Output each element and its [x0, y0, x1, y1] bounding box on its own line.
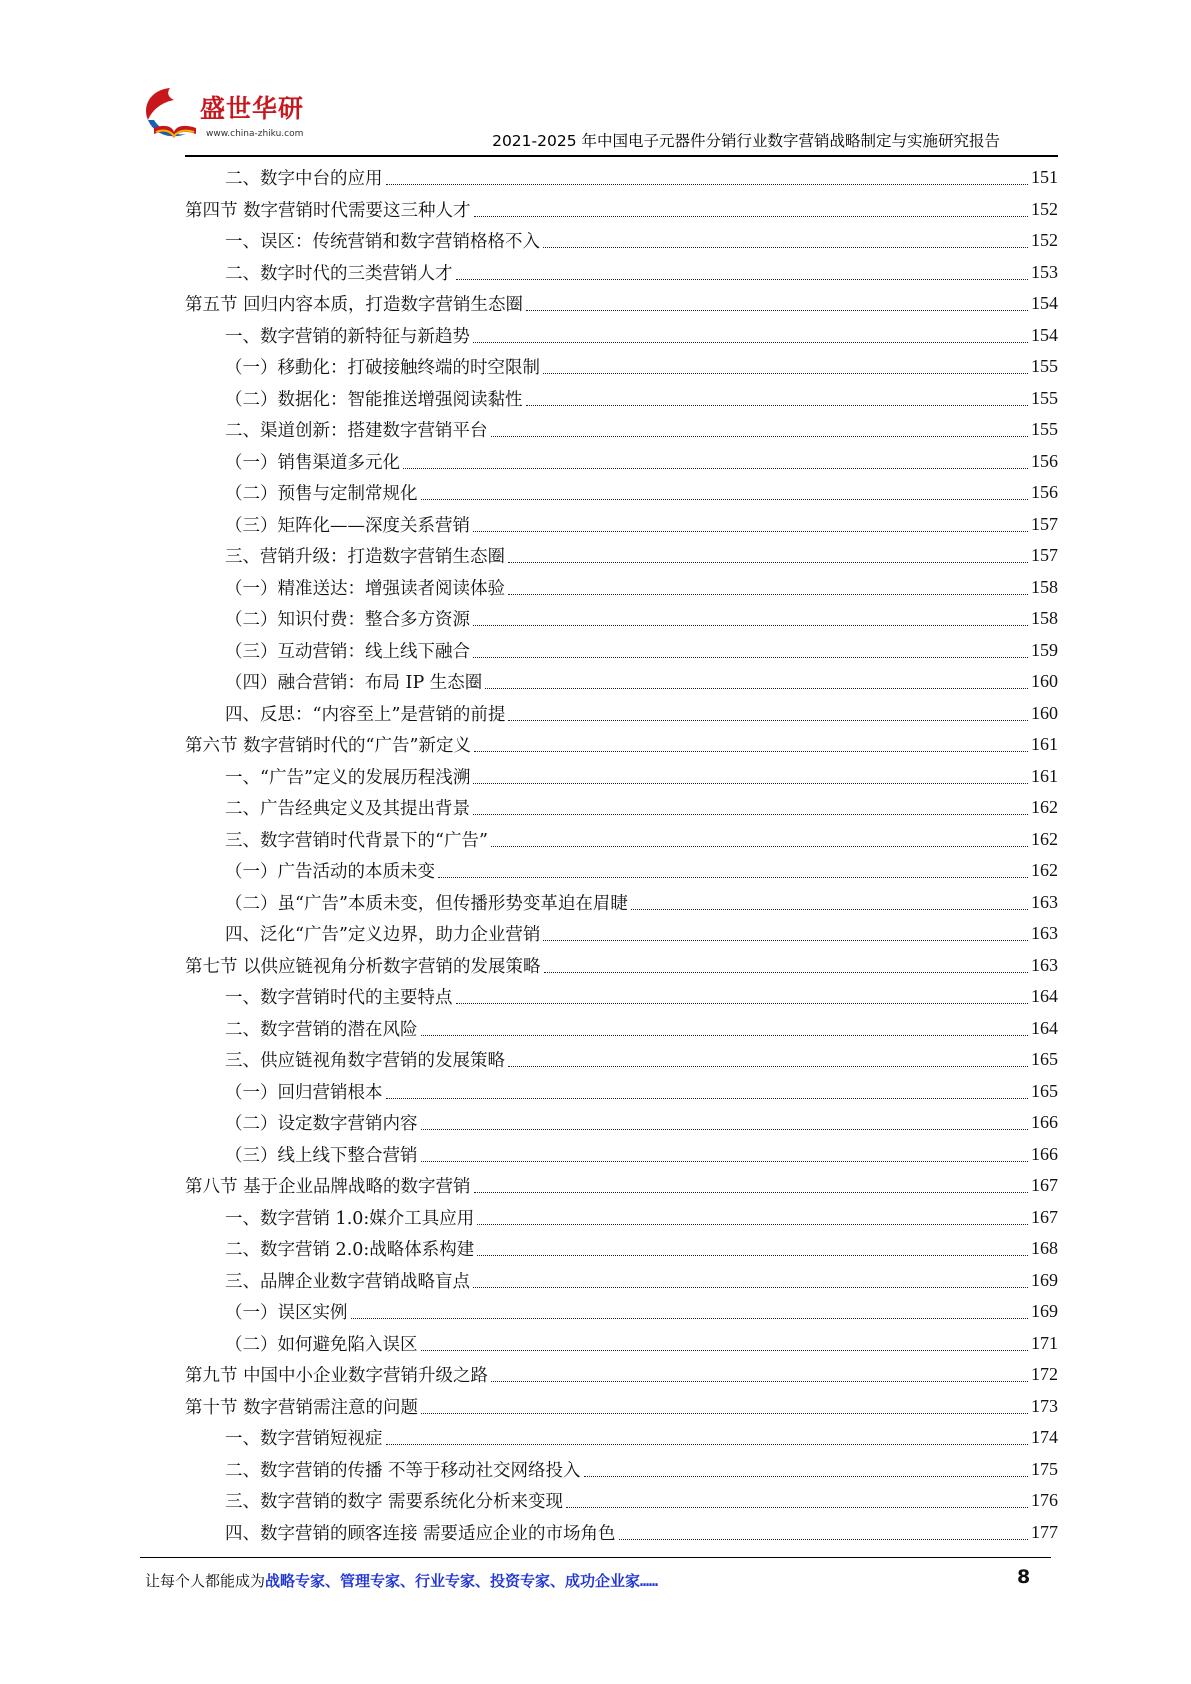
toc-dot-leader: [421, 1350, 1029, 1351]
toc-entry-title: 二、渠道创新：搭建数字营销平台: [225, 421, 488, 442]
toc-entry-page: 163: [1031, 923, 1058, 944]
toc-entry-title: 四、反思：“内容至上”是营销的前提: [225, 704, 506, 725]
toc-entry-title: 二、数字中台的应用: [225, 169, 383, 190]
toc-entry-title: （一）移動化：打破接触终端的时空限制: [225, 358, 540, 379]
toc-entry[interactable]: [185, 383, 1058, 415]
toc-entry-title: 一、数字营销时代的主要特点: [225, 988, 453, 1009]
toc-dot-leader: [473, 531, 1028, 532]
toc-entry-page: 160: [1031, 702, 1058, 723]
toc-dot-leader: [491, 436, 1029, 437]
toc-dot-leader: [386, 184, 1029, 185]
toc-entry[interactable]: [185, 1454, 1058, 1486]
toc-dot-leader: [474, 751, 1028, 752]
toc-entry[interactable]: [185, 761, 1058, 793]
toc-dot-leader: [491, 1381, 1028, 1382]
toc-dot-leader: [438, 877, 1028, 878]
toc-entry-page: 161: [1031, 765, 1058, 786]
toc-entry-page: 166: [1031, 1143, 1058, 1164]
toc-entry[interactable]: [185, 162, 1058, 194]
toc-entry-page: 163: [1031, 954, 1058, 975]
toc-entry-page: 154: [1031, 324, 1058, 345]
toc-entry[interactable]: [185, 1013, 1058, 1045]
toc-entry-page: 155: [1031, 387, 1058, 408]
toc-entry-page: 152: [1031, 230, 1058, 251]
toc-entry-page: 163: [1031, 891, 1058, 912]
toc-entry[interactable]: [185, 540, 1058, 572]
report-title: 2021-2025 年中国电子元器件分销行业数字营销战略制定与实施研究报告: [492, 132, 1000, 150]
toc-entry[interactable]: [185, 1139, 1058, 1171]
toc-entry-page: 175: [1031, 1458, 1058, 1479]
toc-entry[interactable]: [185, 414, 1058, 446]
toc-entry-page: 158: [1031, 608, 1058, 629]
toc-dot-leader: [543, 940, 1028, 941]
toc-entry-page: 161: [1031, 734, 1058, 755]
toc-dot-leader: [474, 216, 1028, 217]
toc-entry-page: 173: [1031, 1395, 1058, 1416]
toc-entry[interactable]: [185, 887, 1058, 919]
toc-entry-page: 166: [1031, 1112, 1058, 1133]
toc-dot-leader: [386, 1444, 1029, 1445]
toc-entry[interactable]: [185, 1517, 1058, 1549]
footer-slogan: [145, 1570, 658, 1591]
toc-dot-leader: [456, 279, 1029, 280]
toc-dot-leader: [508, 594, 1028, 595]
toc-dot-leader: [477, 1224, 1028, 1225]
toc-dot-leader: [477, 1255, 1028, 1256]
toc-entry-title: 一、误区：传统营销和数字营销格格不入: [225, 232, 540, 253]
toc-entry-title: 第六节 数字营销时代的“广告”新定义: [185, 736, 471, 757]
toc-entry-page: 165: [1031, 1080, 1058, 1101]
toc-dot-leader: [473, 657, 1028, 658]
toc-entry-page: 160: [1031, 671, 1058, 692]
toc-dot-leader: [386, 1098, 1029, 1099]
toc-entry-title: 二、广告经典定义及其提出背景: [225, 799, 470, 820]
toc-entry-title: （二）预售与定制常规化: [225, 484, 418, 505]
toc-entry-title: 二、数字营销的传播 不等于移动社交网络投入: [225, 1460, 581, 1481]
toc-entry[interactable]: [185, 1170, 1058, 1202]
toc-entry-page: 162: [1031, 828, 1058, 849]
toc-entry-page: 172: [1031, 1364, 1058, 1385]
toc-entry-title: （二）数据化：智能推送增强阅读黏性: [225, 389, 523, 410]
toc-entry[interactable]: [185, 257, 1058, 289]
toc-dot-leader: [473, 625, 1028, 626]
toc-entry[interactable]: [185, 1391, 1058, 1423]
toc-entry-title: （一）精准送达：增强读者阅读体验: [225, 578, 505, 599]
toc-entry-title: 三、供应链视角数字营销的发展策略: [225, 1051, 505, 1072]
toc-dot-leader: [508, 720, 1028, 721]
toc-entry[interactable]: [185, 981, 1058, 1013]
toc-dot-leader: [421, 1129, 1029, 1130]
toc-entry-title: 四、数字营销的顾客连接 需要适应企业的市场角色: [225, 1523, 616, 1544]
toc-dot-leader: [631, 909, 1028, 910]
toc-entry[interactable]: [185, 918, 1058, 950]
toc-dot-leader: [473, 342, 1028, 343]
company-logo: [140, 84, 340, 150]
toc-dot-leader: [421, 1413, 1028, 1414]
page-number: 8: [1017, 1566, 1031, 1588]
toc-entry-title: 第九节 中国中小企业数字营销升级之路: [185, 1366, 489, 1387]
toc-entry-title: 三、营销升级：打造数字营销生态圈: [225, 547, 505, 568]
toc-entry[interactable]: [185, 1044, 1058, 1076]
header-divider: [185, 155, 1058, 157]
toc-entry-title: 三、品牌企业数字营销战略盲点: [225, 1271, 470, 1292]
toc-entry-page: 155: [1031, 356, 1058, 377]
toc-entry-page: 165: [1031, 1049, 1058, 1070]
toc-entry-title: （二）设定数字营销内容: [225, 1114, 418, 1135]
toc-entry-page: 153: [1031, 261, 1058, 282]
toc-dot-leader: [526, 310, 1028, 311]
toc-entry[interactable]: [185, 1107, 1058, 1139]
toc-entry-page: 162: [1031, 797, 1058, 818]
toc-entry[interactable]: [185, 1422, 1058, 1454]
toc-entry[interactable]: [185, 792, 1058, 824]
toc-dot-leader: [491, 846, 1028, 847]
toc-dot-leader: [473, 814, 1028, 815]
toc-entry[interactable]: [185, 477, 1058, 509]
toc-entry-page: 157: [1031, 545, 1058, 566]
toc-entry-title: 第四节 数字营销时代需要这三种人才: [185, 200, 471, 221]
toc-entry[interactable]: [185, 1202, 1058, 1234]
toc-entry-page: 171: [1031, 1332, 1058, 1353]
toc-dot-leader: [473, 783, 1028, 784]
toc-dot-leader: [421, 1161, 1029, 1162]
table-of-contents: [185, 162, 1058, 1548]
toc-entry-title: 第十节 数字营销需注意的问题: [185, 1397, 419, 1418]
toc-dot-leader: [351, 1318, 1029, 1319]
toc-entry-title: 二、数字营销 2.0:战略体系构建: [225, 1240, 475, 1261]
toc-entry-page: 174: [1031, 1427, 1058, 1448]
toc-entry-page: 155: [1031, 419, 1058, 440]
toc-entry-title: （一）广告活动的本质未变: [225, 862, 435, 883]
toc-entry-title: 一、数字营销短视症: [225, 1429, 383, 1450]
toc-entry-title: （一）销售渠道多元化: [225, 452, 400, 473]
toc-entry-page: 167: [1031, 1175, 1058, 1196]
toc-dot-leader: [543, 247, 1028, 248]
toc-entry-page: 156: [1031, 450, 1058, 471]
toc-entry[interactable]: [185, 666, 1058, 698]
toc-entry[interactable]: [185, 1265, 1058, 1297]
toc-entry-page: 151: [1031, 167, 1058, 188]
toc-entry-title: 第七节 以供应链视角分析数字营销的发展策略: [185, 956, 541, 977]
toc-dot-leader: [485, 688, 1028, 689]
toc-entry-page: 162: [1031, 860, 1058, 881]
toc-dot-leader: [421, 499, 1029, 500]
toc-entry[interactable]: [185, 351, 1058, 383]
slogan-highlight: 战略专家、管理专家、行业专家、投资专家、成功企业家……: [265, 1572, 659, 1590]
toc-entry[interactable]: [185, 603, 1058, 635]
toc-entry[interactable]: [185, 1328, 1058, 1360]
toc-dot-leader: [474, 1192, 1028, 1193]
logo-name: 盛世华研: [200, 94, 305, 123]
toc-entry[interactable]: [185, 320, 1058, 352]
toc-entry-title: 一、“广告”定义的发展历程浅溯: [225, 767, 471, 788]
toc-entry[interactable]: [185, 635, 1058, 667]
toc-entry[interactable]: [185, 225, 1058, 257]
logo-url: www.china-zhiku.com: [206, 129, 304, 139]
toc-entry-title: （二）知识付费：整合多方资源: [225, 610, 470, 631]
toc-dot-leader: [508, 562, 1028, 563]
toc-entry[interactable]: [185, 288, 1058, 320]
toc-entry-page: 152: [1031, 198, 1058, 219]
toc-dot-leader: [584, 1476, 1028, 1477]
toc-entry-title: 四、泛化“广告”定义边界，助力企业营销: [225, 925, 541, 946]
toc-entry[interactable]: [185, 194, 1058, 226]
toc-entry-page: 159: [1031, 639, 1058, 660]
slogan-prefix: 让每个人都能成为: [145, 1572, 266, 1590]
toc-dot-leader: [508, 1066, 1028, 1067]
toc-dot-leader: [619, 1539, 1028, 1540]
toc-entry[interactable]: [185, 1076, 1058, 1108]
page-header: [0, 0, 1191, 162]
toc-entry-page: 158: [1031, 576, 1058, 597]
toc-entry[interactable]: [185, 446, 1058, 478]
toc-entry[interactable]: [185, 950, 1058, 982]
toc-entry-page: 167: [1031, 1206, 1058, 1227]
toc-dot-leader: [421, 1035, 1029, 1036]
toc-entry-title: 二、数字营销的潜在风险: [225, 1019, 418, 1040]
toc-entry-page: 157: [1031, 513, 1058, 534]
toc-entry-title: 二、数字时代的三类营销人才: [225, 263, 453, 284]
toc-entry[interactable]: [185, 1359, 1058, 1391]
toc-entry[interactable]: [185, 572, 1058, 604]
toc-entry[interactable]: [185, 855, 1058, 887]
toc-entry-page: 156: [1031, 482, 1058, 503]
toc-entry-title: （三）矩阵化——深度关系营销: [225, 515, 470, 536]
toc-entry-page: 169: [1031, 1269, 1058, 1290]
toc-entry[interactable]: [185, 509, 1058, 541]
toc-dot-leader: [403, 468, 1028, 469]
toc-entry[interactable]: [185, 1485, 1058, 1517]
toc-entry-title: （二）虽“广告”本质未变，但传播形势变革迫在眉睫: [225, 893, 628, 914]
toc-entry-title: （四）融合营销：布局 IP 生态圈: [225, 673, 483, 694]
footer-divider: [140, 1557, 1051, 1558]
toc-entry-title: （三）线上线下整合营销: [225, 1145, 418, 1166]
toc-entry-page: 164: [1031, 986, 1058, 1007]
toc-dot-leader: [544, 972, 1028, 973]
toc-entry-title: 第八节 基于企业品牌战略的数字营销: [185, 1177, 471, 1198]
toc-entry[interactable]: [185, 1296, 1058, 1328]
toc-entry[interactable]: [185, 729, 1058, 761]
toc-entry-page: 154: [1031, 293, 1058, 314]
toc-entry-page: 177: [1031, 1521, 1058, 1542]
toc-entry-title: （三）互动营销：线上线下融合: [225, 641, 470, 662]
toc-dot-leader: [526, 405, 1029, 406]
toc-entry-page: 169: [1031, 1301, 1058, 1322]
toc-dot-leader: [566, 1507, 1028, 1508]
toc-entry-title: （一）误区实例: [225, 1303, 348, 1324]
toc-entry[interactable]: [185, 698, 1058, 730]
toc-entry-title: 一、数字营销的新特征与新趋势: [225, 326, 470, 347]
toc-entry-page: 164: [1031, 1017, 1058, 1038]
toc-entry-title: （二）如何避免陷入误区: [225, 1334, 418, 1355]
book-logo-icon: [140, 84, 206, 146]
toc-entry-title: 一、数字营销 1.0:媒介工具应用: [225, 1208, 475, 1229]
toc-dot-leader: [473, 1287, 1028, 1288]
toc-entry-title: 三、数字营销的数字 需要系统化分析来变现: [225, 1492, 564, 1513]
toc-entry-title: 第五节 回归内容本质，打造数字营销生态圈: [185, 295, 524, 316]
toc-entry-title: （一）回归营销根本: [225, 1082, 383, 1103]
toc-entry[interactable]: [185, 1233, 1058, 1265]
toc-entry-page: 176: [1031, 1490, 1058, 1511]
toc-entry-page: 168: [1031, 1238, 1058, 1259]
toc-entry[interactable]: [185, 824, 1058, 856]
toc-dot-leader: [543, 373, 1028, 374]
toc-dot-leader: [456, 1003, 1029, 1004]
toc-entry-title: 三、数字营销时代背景下的“广告”: [225, 830, 488, 851]
